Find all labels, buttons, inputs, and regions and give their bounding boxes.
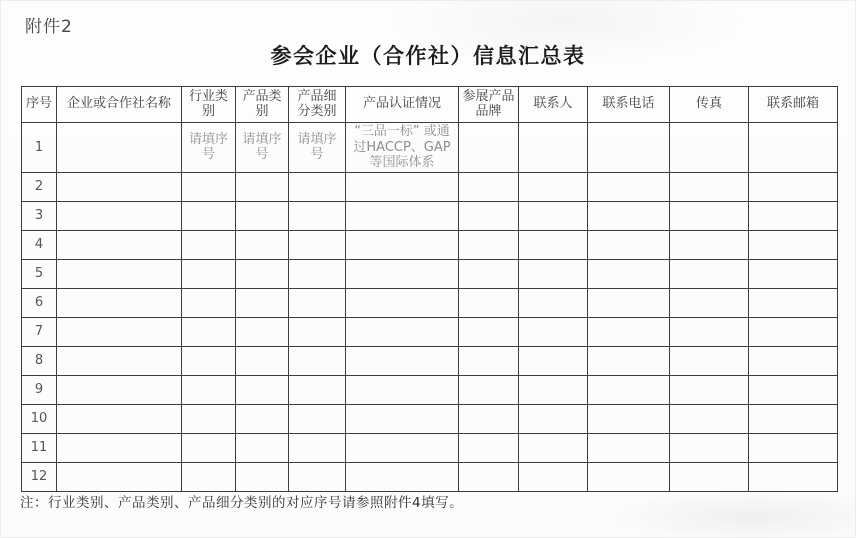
cell-contact [519,230,588,259]
cell-industry [182,317,236,346]
cell-subcategory [289,230,346,259]
cell-name [57,375,182,404]
cell-name [57,317,182,346]
cell-fax [670,375,749,404]
cell-industry [182,346,236,375]
cell-industry [182,172,236,201]
cell-product [236,201,289,230]
table-row [22,317,838,346]
cell-name [57,172,182,201]
cell-contact [519,259,588,288]
attachment-label: 附件2 [25,17,73,37]
cell-certification [346,462,459,491]
cell-name [57,404,182,433]
cell-certification [346,172,459,201]
cell-serial: 5 [22,259,57,288]
column-header-phone: 联系电话 [588,87,670,123]
cell-serial: 1 [22,123,57,173]
cell-phone [588,172,670,201]
column-header-serial: 序号 [22,87,57,123]
table-body [22,123,838,492]
cell-contact [519,201,588,230]
cell-subcategory [289,172,346,201]
cell-email [749,462,838,491]
cell-certification [346,317,459,346]
column-header-subcategory: 产品细分类别 [289,87,346,123]
cell-certification [346,201,459,230]
cell-serial: 3 [22,201,57,230]
cell-phone [588,201,670,230]
table-row [22,201,838,230]
table-row [22,462,838,491]
cell-serial: 8 [22,346,57,375]
cell-subcategory: 请填序号 [289,123,346,173]
cell-certification [346,433,459,462]
cell-email [749,288,838,317]
cell-subcategory [289,462,346,491]
cell-contact [519,123,588,173]
form-title: 参会企业（合作社）信息汇总表 [270,44,586,68]
cell-industry [182,201,236,230]
cell-phone [588,375,670,404]
cell-email [749,346,838,375]
cell-serial: 11 [22,433,57,462]
cell-contact [519,317,588,346]
cell-industry [182,433,236,462]
cell-email [749,201,838,230]
cell-name [57,259,182,288]
cell-phone [588,230,670,259]
cell-fax [670,230,749,259]
cell-name [57,201,182,230]
cell-subcategory [289,201,346,230]
cell-fax [670,317,749,346]
cell-fax [670,259,749,288]
cell-email [749,404,838,433]
cell-serial: 4 [22,230,57,259]
cell-phone [588,404,670,433]
cell-phone [588,346,670,375]
cell-certification: “三品一标” 或通过HACCP、GAP等国际体系 [346,123,459,173]
cell-subcategory [289,259,346,288]
column-header-industry: 行业类别 [182,87,236,123]
cell-brand [459,433,519,462]
cell-name [57,230,182,259]
cell-name [57,346,182,375]
cell-product [236,288,289,317]
cell-brand [459,462,519,491]
cell-brand [459,288,519,317]
cell-industry [182,259,236,288]
cell-name [57,433,182,462]
column-header-contact: 联系人 [519,87,588,123]
cell-phone [588,433,670,462]
cell-phone [588,259,670,288]
cell-phone [588,123,670,173]
cell-name [57,462,182,491]
table-row [22,172,838,201]
cell-industry [182,462,236,491]
cell-brand [459,201,519,230]
column-header-brand: 参展产品品牌 [459,87,519,123]
cell-subcategory [289,404,346,433]
cell-email [749,317,838,346]
cell-fax [670,172,749,201]
cell-product [236,172,289,201]
cell-email [749,172,838,201]
cell-product [236,346,289,375]
cell-email [749,230,838,259]
table-row [22,123,838,173]
cell-email [749,123,838,173]
cell-industry: 请填序号 [182,123,236,173]
cell-contact [519,375,588,404]
cell-email [749,433,838,462]
table-row [22,433,838,462]
cell-product [236,375,289,404]
cell-product [236,462,289,491]
cell-serial: 10 [22,404,57,433]
cell-subcategory [289,375,346,404]
cell-brand [459,259,519,288]
cell-fax [670,346,749,375]
column-header-certification: 产品认证情况 [346,87,459,123]
cell-brand [459,172,519,201]
cell-subcategory [289,317,346,346]
cell-phone [588,317,670,346]
cell-fax [670,288,749,317]
cell-brand [459,375,519,404]
cell-fax [670,404,749,433]
column-header-product: 产品类别 [236,87,289,123]
cell-certification [346,375,459,404]
cell-subcategory [289,433,346,462]
cell-brand [459,346,519,375]
cell-contact [519,172,588,201]
cell-email [749,375,838,404]
cell-serial: 12 [22,462,57,491]
column-header-name: 企业或合作社名称 [57,87,182,123]
cell-name [57,288,182,317]
cell-fax [670,201,749,230]
header-row [22,87,838,123]
cell-fax [670,123,749,173]
cell-serial: 6 [22,288,57,317]
cell-product: 请填序号 [236,123,289,173]
cell-serial: 9 [22,375,57,404]
table-row [22,288,838,317]
cell-product [236,433,289,462]
table-row [22,346,838,375]
cell-name [57,123,182,173]
cell-product [236,259,289,288]
cell-fax [670,433,749,462]
cell-product [236,317,289,346]
cell-brand [459,317,519,346]
table-row [22,259,838,288]
cell-certification [346,404,459,433]
footnote: 注：行业类别、产品类别、产品细分类别的对应序号请参照附件4填写。 [20,495,464,511]
cell-product [236,404,289,433]
table-row [22,375,838,404]
column-header-fax: 传真 [670,87,749,123]
cell-industry [182,288,236,317]
cell-phone [588,462,670,491]
cell-contact [519,288,588,317]
cell-industry [182,404,236,433]
table-header [22,87,838,123]
table-row [22,230,838,259]
cell-certification [346,288,459,317]
cell-phone [588,288,670,317]
cell-industry [182,230,236,259]
column-header-email: 联系邮箱 [749,87,838,123]
cell-certification [346,230,459,259]
cell-fax [670,462,749,491]
cell-contact [519,404,588,433]
cell-brand [459,123,519,173]
cell-contact [519,346,588,375]
info-summary-table [21,86,838,492]
cell-industry [182,375,236,404]
cell-subcategory [289,346,346,375]
cell-subcategory [289,288,346,317]
cell-product [236,230,289,259]
cell-serial: 2 [22,172,57,201]
cell-contact [519,433,588,462]
cell-contact [519,462,588,491]
cell-serial: 7 [22,317,57,346]
cell-brand [459,404,519,433]
table-row [22,404,838,433]
cell-certification [346,259,459,288]
cell-certification [346,346,459,375]
cell-email [749,259,838,288]
cell-brand [459,230,519,259]
